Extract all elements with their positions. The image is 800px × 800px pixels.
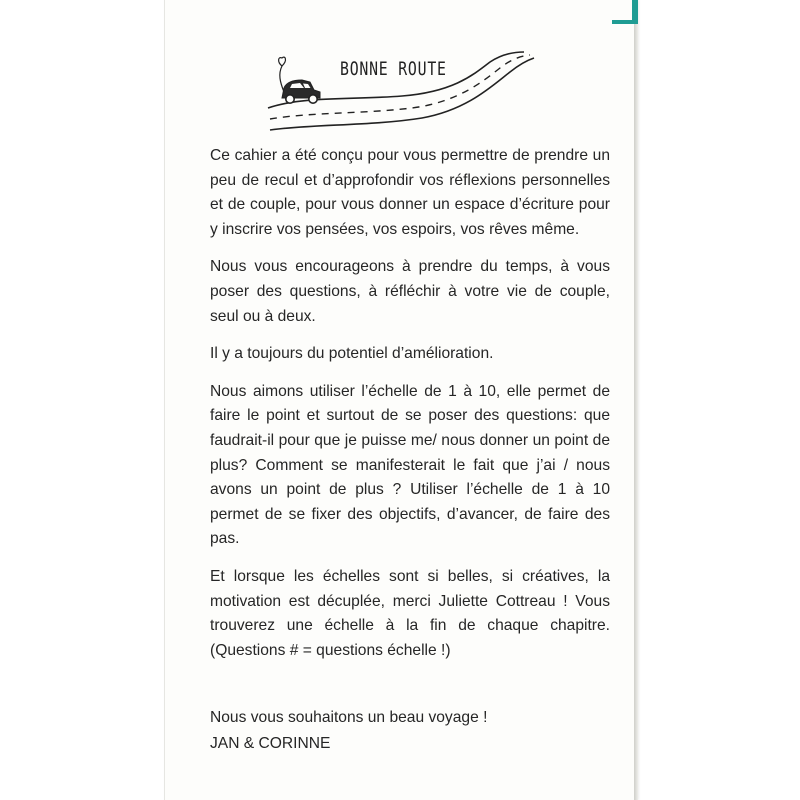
closing-block [210,705,610,757]
signature: JAN & CORINNE [210,735,331,752]
page-heading: BONNE ROUTE [340,58,447,80]
paragraph: Ce cahier a été conçu pour vous permettre de prendre un peu de recul et d’approfondir vos réflexions personnelles et de couple, pour vous donner un espace d’écriture pour y inscrire vos pensées, vos espoirs, vos rêves même. [210,147,610,238]
page-edge [634,0,638,800]
paragraph: Et lorsque les échelles sont si belles, si créatives, la motivation est décuplée, merci Juliette Cottreau ! Vous trouverez une échelle à la fin de chaque chapitre. (Questions # = questions échelle !) [210,567,610,659]
closing-wish: Nous vous souhaitons un beau voyage ! [210,709,488,726]
paragraph: Nous vous encourageons à prendre du temps, à vous poser des questions, à réfléchir à votre vie de couple, seul ou à deux. [210,258,610,325]
car-icon [282,80,320,103]
paragraph: Nous aimons utiliser l’échelle de 1 à 10, elle permet de faire le point et surtout de se poser des questions: que faudrait-il pour que je puisse me/ nous donner un point de plus? Comment se manifesterait le fait que j’ai / nous avons un point de plus ? Utiliser l’échelle de 1 à 10 permet de se fixer des objectifs, d’avancer, de faire des pas. [210,382,610,548]
body-text [210,144,610,676]
paragraph: Il y a toujours du potentiel d’amélioration. [210,345,494,363]
